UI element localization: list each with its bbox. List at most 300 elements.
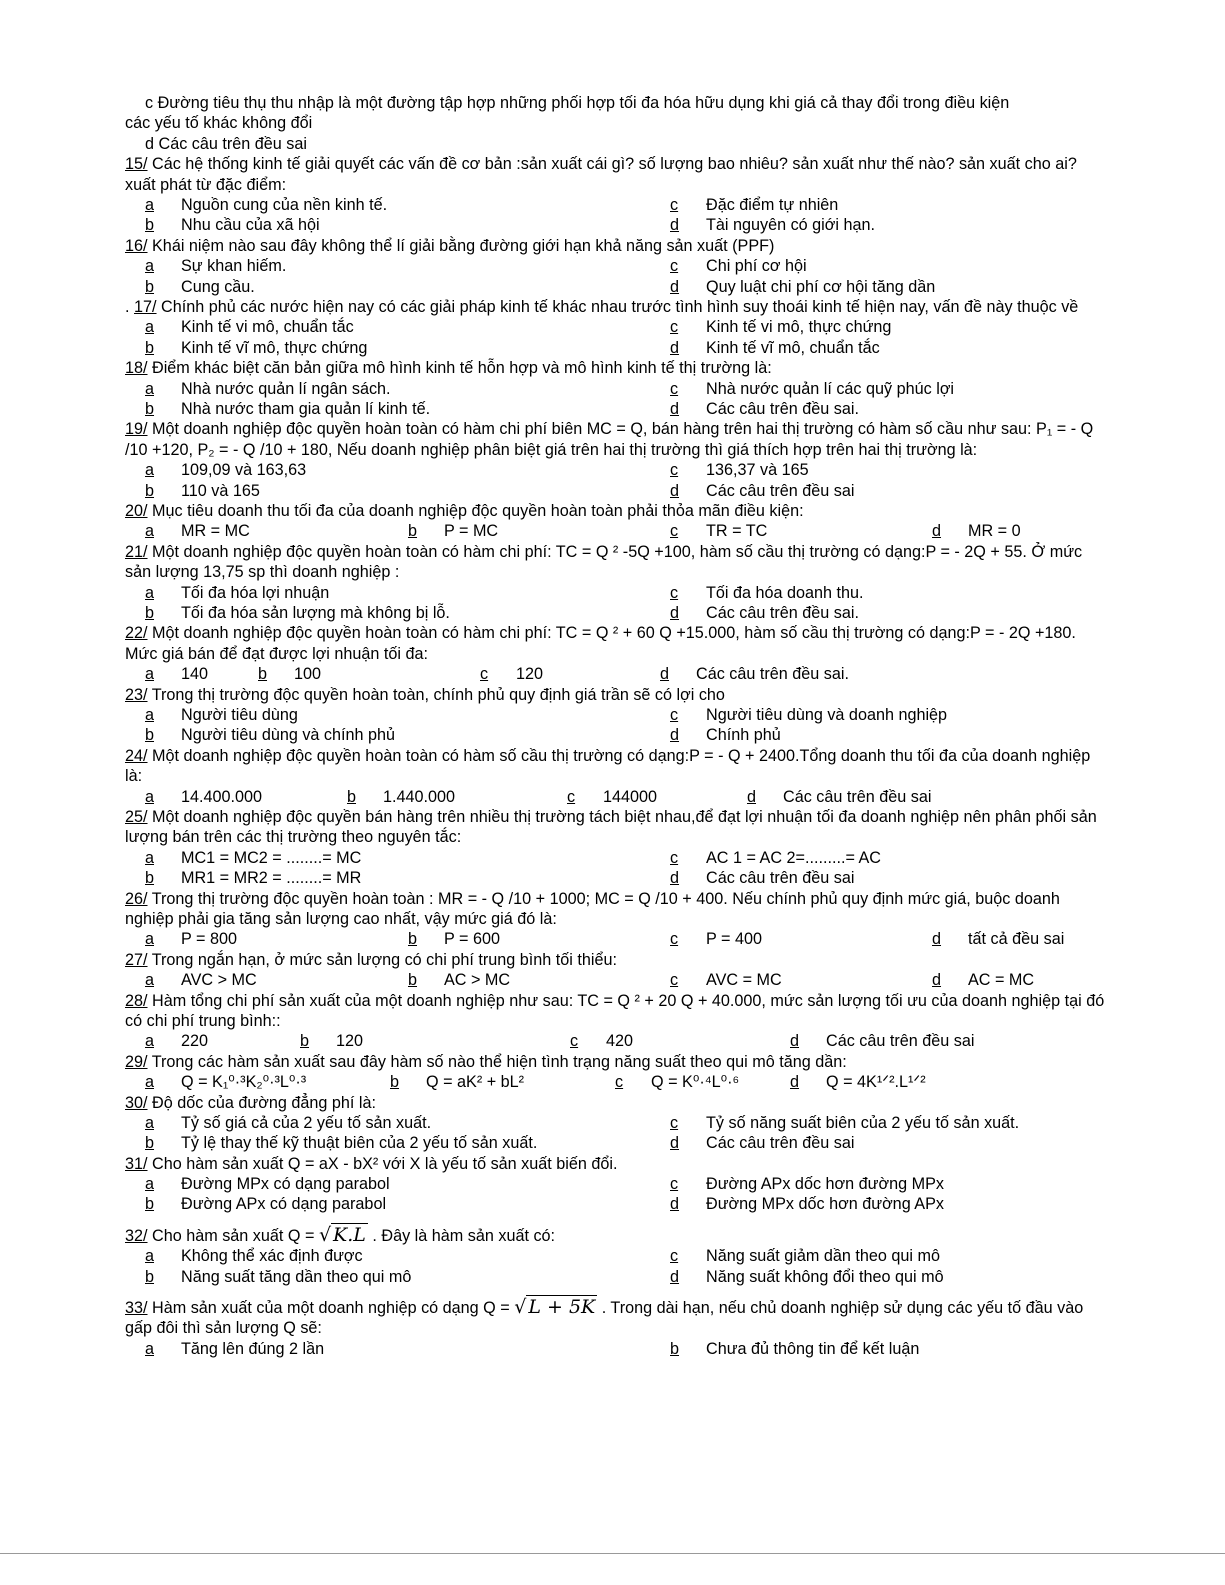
option-c	[670, 460, 809, 480]
question-text: Các hệ thống kinh tế giải quyết các vấn đề cơ bản :sản xuất cái gì? số lượng bao nhiêu? sản xuất như thế nào? sản xuất cho ai? xuất phát từ đặc điểm:	[125, 155, 1077, 194]
option-text: Đặc điểm tự nhiên	[706, 195, 839, 214]
option-text: Quy luật chi phí cơ hội tăng dần	[706, 277, 936, 296]
question-number: 33/	[125, 1299, 148, 1318]
option-letter: c	[670, 930, 679, 949]
option-letter: a	[145, 848, 155, 867]
option-b	[145, 1194, 386, 1214]
option-letter: a	[145, 1113, 155, 1132]
option-text: Sự khan hiếm.	[181, 257, 287, 276]
option-text: tất cả đều sai	[968, 930, 1065, 949]
option-letter: c	[670, 195, 679, 214]
question	[125, 501, 1110, 521]
option-a	[145, 848, 361, 868]
option-letter: a	[145, 665, 155, 684]
option-row	[125, 1072, 1110, 1092]
option-b	[145, 399, 430, 419]
option-b	[347, 787, 455, 807]
option-text: Q = aK² + bL²	[426, 1073, 525, 1092]
question-text: Một doanh nghiệp độc quyền hoàn toàn có hàm chi phí: TC = Q ² -5Q +100, hàm số cầu thị trường có dạng:P = - 2Q + 55. Ở mức sản lượng 13,75 sp thì doanh nghiệp :	[125, 542, 1083, 582]
option-row	[125, 1339, 1110, 1359]
option-c	[670, 1246, 940, 1266]
question	[125, 623, 1110, 664]
option-c	[670, 929, 762, 949]
option-letter: c	[670, 461, 679, 480]
option-row	[125, 1031, 1110, 1051]
option-c	[670, 379, 954, 399]
option-letter: b	[145, 277, 155, 296]
option-d	[670, 603, 859, 623]
option-a	[145, 1174, 390, 1194]
sqrt-expression	[319, 1223, 368, 1246]
option-row	[125, 1113, 1110, 1133]
option-text: Năng suất không đổi theo qui mô	[706, 1267, 944, 1286]
option-letter: a	[145, 1339, 155, 1358]
option-b	[145, 1133, 537, 1153]
option-d	[670, 481, 854, 501]
option-letter: d	[670, 338, 680, 357]
option-text: Q = K⁰·⁴L⁰·⁶	[651, 1073, 740, 1092]
option-text: 136,37 và 165	[706, 461, 809, 480]
option-letter: c	[670, 257, 679, 276]
question	[125, 358, 1110, 378]
option-row	[125, 1246, 1110, 1266]
option-text: Tối đa hóa doanh thu.	[706, 583, 864, 602]
option-d	[670, 277, 935, 297]
question-number: 32/	[125, 1226, 148, 1245]
option-row	[125, 379, 1110, 399]
option-text: 144000	[603, 787, 658, 806]
radicand: L + 5K	[528, 1296, 596, 1319]
option-letter: a	[145, 1073, 155, 1092]
option-letter: b	[347, 787, 357, 806]
question-text: Trong các hàm sản xuất sau đây hàm số nào thể hiện tình trạng năng suất theo qui mô tăng dần:	[147, 1052, 847, 1071]
question	[125, 991, 1110, 1032]
option-letter: b	[390, 1073, 400, 1092]
option-text: Người tiêu dùng và doanh nghiệp	[706, 705, 948, 724]
option-text: Kinh tế vi mô, chuẩn tắc	[181, 318, 354, 337]
question	[125, 1052, 1110, 1072]
question-number: 21/	[125, 542, 148, 561]
option-a	[145, 1072, 306, 1092]
option-d	[932, 521, 1021, 541]
option-text: Tỷ số năng suất biên của 2 yếu tố sản xuất.	[706, 1113, 1020, 1132]
option-letter: a	[145, 461, 155, 480]
option-letter: c	[670, 318, 679, 337]
option-a	[145, 1246, 363, 1266]
question-number: 27/	[125, 950, 148, 969]
option-b	[408, 929, 500, 949]
option-row	[125, 1133, 1110, 1153]
option-letter: c	[670, 971, 679, 990]
option-a	[145, 583, 329, 603]
option-row	[125, 195, 1110, 215]
question-text: . Đây là hàm sản xuất có:	[367, 1226, 556, 1245]
option-text: Người tiêu dùng và chính phủ	[181, 726, 396, 745]
option-letter: c	[570, 1032, 579, 1051]
option-letter: c	[670, 583, 679, 602]
option-letter: d	[790, 1073, 800, 1092]
text-line: các yếu tố khác không đổi	[125, 114, 313, 133]
option-text: Chính phủ	[706, 726, 781, 745]
option-a	[145, 1113, 431, 1133]
option-text: 120	[336, 1032, 364, 1051]
option-text: Tài nguyên có giới hạn.	[706, 216, 875, 235]
option-text: 109,09 và 163,63	[181, 461, 307, 480]
option-letter: c	[480, 665, 489, 684]
option-row	[125, 725, 1110, 745]
option-row	[125, 399, 1110, 419]
question-text: Độ dốc của đường đẳng phí là:	[147, 1093, 376, 1112]
option-text: P = 800	[181, 930, 237, 949]
option-letter: c	[567, 787, 576, 806]
question-text: Hàm sản xuất của một doanh nghiệp có dạng Q =	[147, 1299, 515, 1318]
option-c	[567, 787, 657, 807]
option-row	[125, 460, 1110, 480]
question	[125, 950, 1110, 970]
option-c	[670, 521, 767, 541]
option-row	[125, 583, 1110, 603]
question-number: 20/	[125, 501, 148, 520]
question-text: Trong thị trường độc quyền hoàn toàn, chính phủ quy định giá trần sẽ có lợi cho	[147, 685, 725, 704]
question	[125, 542, 1110, 583]
option-text: Không thể xác định được	[181, 1247, 363, 1266]
option-letter: b	[145, 1134, 155, 1153]
option-text: Chưa đủ thông tin để kết luận	[706, 1339, 920, 1358]
option-d	[670, 868, 854, 888]
option-text: Năng suất giảm dần theo qui mô	[706, 1247, 940, 1266]
option-a	[145, 787, 262, 807]
option-row	[125, 970, 1110, 990]
question-number: 29/	[125, 1052, 148, 1071]
option-d	[932, 970, 1034, 990]
option-text: Kinh tế vĩ mô, chuẩn tắc	[706, 338, 880, 357]
option-c	[570, 1031, 633, 1051]
option-b	[408, 521, 498, 541]
option-letter: a	[145, 195, 155, 214]
option-text: 120	[516, 665, 544, 684]
question-number: 30/	[125, 1093, 148, 1112]
option-d	[670, 1133, 854, 1153]
option-text: Cung cầu.	[181, 277, 255, 296]
option-row	[125, 215, 1110, 235]
option-text: MR1 = MR2 = ........= MR	[181, 869, 362, 888]
question-number: 24/	[125, 746, 148, 765]
option-text: Tỷ lệ thay thế kỹ thuật biên của 2 yếu tố sản xuất.	[181, 1134, 538, 1153]
option-text: Người tiêu dùng	[181, 705, 298, 724]
option-letter: d	[670, 869, 680, 888]
option-row	[125, 705, 1110, 725]
question-number: 22/	[125, 624, 148, 643]
question-text: Một doanh nghiệp độc quyền bán hàng trên nhiều thị trường tách biệt nhau,để đạt lợi nhuận tối đa doanh nghiệp nên phân phối sản lượng bán trên các thị trường theo nguyên tắc:	[125, 807, 1097, 847]
option-letter: d	[932, 930, 942, 949]
option-b	[145, 481, 260, 501]
option-text: 1.440.000	[383, 787, 456, 806]
question	[125, 297, 1110, 317]
option-text: Nhà nước quản lí các quỹ phúc lợi	[706, 379, 955, 398]
option-d	[670, 215, 875, 235]
option-letter: c	[670, 1175, 679, 1194]
option-text: Các câu trên đều sai.	[706, 603, 859, 622]
option-text: MR = MC	[181, 522, 250, 541]
option-text: Các câu trên đều sai	[706, 869, 855, 888]
question	[125, 685, 1110, 705]
question-number: 25/	[125, 807, 148, 826]
option-c	[670, 256, 807, 276]
option-text: Đường APx dốc hơn đường MPx	[706, 1175, 944, 1194]
option-b	[670, 1339, 919, 1359]
option-text: Đường MPx dốc hơn đường APx	[706, 1195, 944, 1214]
question	[125, 889, 1110, 930]
question-text: Một doanh nghiệp độc quyền hoàn toàn có hàm chi phí: TC = Q ² + 60 Q +15.000, hàm số cầu thị trường có dạng:P = - 2Q +180. Mức giá bán để đạt được lợi nhuận tối đa:	[125, 624, 1076, 663]
question-text: Mục tiêu doanh thu tối đa của doanh nghiệp độc quyền hoàn toàn phải thỏa mãn điều kiện:	[147, 501, 804, 520]
option-text: Các câu trên đều sai	[706, 481, 855, 500]
option-letter: d	[670, 1267, 680, 1286]
question	[125, 1154, 1110, 1174]
option-letter: a	[145, 583, 155, 602]
option-letter: a	[145, 1032, 155, 1051]
option-letter: c	[670, 1247, 679, 1266]
option-text: AC = MC	[968, 971, 1035, 990]
option-letter: d	[670, 1134, 680, 1153]
text-line: c Đường tiêu thụ thu nhập là một đường tập hợp những phối hợp tối đa hóa hữu dụng khi giá cả thay đổi trong điều kiện	[145, 94, 1010, 112]
question-prefix: .	[125, 297, 134, 316]
option-letter: b	[145, 1195, 155, 1214]
question	[125, 1225, 1110, 1246]
option-text: AC > MC	[444, 971, 511, 990]
question	[125, 236, 1110, 256]
option-letter: a	[145, 318, 155, 337]
question-number: 15/	[125, 155, 148, 174]
question-text: Hàm tổng chi phí sản xuất của một doanh nghiệp như sau: TC = Q ² + 20 Q + 40.000, mức sản lượng tối ưu của doanh nghiệp tại đó có chi phí trung bình::	[125, 991, 1105, 1030]
option-text: Tối đa hóa sản lượng mà không bị lỗ.	[181, 603, 450, 622]
question	[125, 154, 1110, 195]
option-text: P = MC	[444, 522, 499, 541]
option-letter: b	[408, 930, 418, 949]
option-letter: b	[258, 665, 268, 684]
option-text: Tỷ số giá cả của 2 yếu tố sản xuất.	[181, 1113, 432, 1132]
question	[125, 1297, 1110, 1339]
option-a	[145, 1031, 208, 1051]
question-number: 17/	[134, 297, 157, 316]
option-text: Kinh tế vĩ mô, thực chứng	[181, 338, 368, 357]
option-letter: a	[145, 930, 155, 949]
option-b	[300, 1031, 363, 1051]
question-text: Trong ngắn hạn, ở mức sản lượng có chi phí trung bình tối thiểu:	[147, 950, 617, 969]
option-row	[125, 256, 1110, 276]
option-a	[145, 379, 391, 399]
option-text: P = 600	[444, 930, 500, 949]
option-c	[670, 317, 891, 337]
option-d	[670, 399, 859, 419]
option-row	[125, 317, 1110, 337]
option-row	[125, 277, 1110, 297]
question-text: Trong thị trường độc quyền hoàn toàn : MR = - Q /10 + 1000; MC = Q /10 + 400. Nếu chính phủ quy định mức giá, buộc doanh nghiệp phải gia tăng sản lượng cao nhất, vậy mức giá đó là:	[125, 889, 1060, 928]
option-row	[125, 1174, 1110, 1194]
option-b	[145, 338, 367, 358]
option-b	[145, 215, 320, 235]
option-text: MR = 0	[968, 522, 1021, 541]
option-text: Các câu trên đều sai.	[696, 665, 849, 684]
option-text: Nhà nước quản lí ngân sách.	[181, 379, 391, 398]
option-c	[670, 970, 782, 990]
option-c	[670, 1174, 944, 1194]
option-b	[145, 603, 450, 623]
option-letter: d	[670, 1195, 680, 1214]
question-number: 23/	[125, 685, 148, 704]
option-letter: d	[670, 603, 680, 622]
question-text: Cho hàm sản xuất Q =	[147, 1226, 319, 1245]
option-text: TR = TC	[706, 522, 768, 541]
option-row	[125, 664, 1110, 684]
option-a	[145, 929, 237, 949]
option-text: Các câu trên đều sai	[826, 1032, 975, 1051]
question-text: Chính phủ các nước hiện nay có các giải pháp kinh tế khác nhau trước tình hình suy thoái kinh tế hiện nay, vấn đề này thuộc về	[156, 297, 1079, 316]
question	[125, 807, 1110, 848]
option-b	[145, 868, 361, 888]
footer-divider	[0, 1553, 1225, 1554]
option-a	[145, 705, 298, 725]
option-row	[125, 848, 1110, 868]
option-text: Kinh tế vi mô, thực chứng	[706, 318, 892, 337]
option-letter: b	[145, 338, 155, 357]
option-c	[670, 848, 881, 868]
option-row	[125, 1267, 1110, 1287]
option-letter: c	[670, 379, 679, 398]
question-text: . Trong dài hạn, nếu chủ doanh nghiệp sử dụng các yếu tố đầu vào gấp đôi thì sản lượng Q sẽ:	[125, 1299, 1084, 1338]
option-letter: a	[145, 705, 155, 724]
option-row	[125, 521, 1110, 541]
option-b	[145, 277, 255, 297]
option-text: AVC = MC	[706, 971, 782, 990]
option-text: P = 400	[706, 930, 762, 949]
option-a	[145, 1339, 324, 1359]
option-letter: b	[145, 399, 155, 418]
option-letter: d	[670, 216, 680, 235]
text-line: d Các câu trên đều sai	[145, 134, 307, 153]
option-letter: a	[145, 522, 155, 541]
option-c	[480, 664, 543, 684]
question	[125, 746, 1110, 787]
option-letter: b	[145, 216, 155, 235]
option-row	[125, 481, 1110, 501]
option-letter: b	[145, 1267, 155, 1286]
sqrt-expression	[514, 1295, 597, 1318]
option-a	[145, 256, 286, 276]
option-a	[145, 195, 387, 215]
option-letter: d	[670, 399, 680, 418]
option-a	[145, 970, 257, 990]
option-b	[408, 970, 510, 990]
option-c	[670, 1113, 1019, 1133]
option-letter: b	[145, 603, 155, 622]
option-text: AC 1 = AC 2=.........= AC	[706, 848, 882, 867]
option-a	[145, 521, 250, 541]
option-text: Nguồn cung của nền kinh tế.	[181, 195, 388, 214]
option-d	[790, 1072, 926, 1092]
option-letter: c	[615, 1073, 624, 1092]
option-letter: d	[670, 277, 680, 296]
option-letter: a	[145, 971, 155, 990]
question	[125, 1093, 1110, 1113]
option-letter: b	[300, 1032, 310, 1051]
option-text: 220	[181, 1032, 209, 1051]
option-c	[670, 195, 838, 215]
option-letter: d	[932, 522, 942, 541]
option-row	[125, 338, 1110, 358]
question-text: Khái niệm nào sau đây không thể lí giải bằng đường giới hạn khả năng sản xuất (PPF)	[147, 236, 775, 255]
option-row	[125, 929, 1110, 949]
option-letter: d	[660, 665, 670, 684]
option-text: MC1 = MC2 = ........= MC	[181, 848, 362, 867]
option-b	[145, 725, 395, 745]
option-letter: d	[932, 971, 942, 990]
question-number: 18/	[125, 359, 148, 378]
option-text: Nhu cầu của xã hội	[181, 216, 320, 235]
question-number: 16/	[125, 236, 148, 255]
option-letter: c	[670, 522, 679, 541]
option-d	[660, 664, 849, 684]
option-text: Tối đa hóa lợi nhuận	[181, 583, 330, 602]
question	[125, 419, 1110, 460]
option-text: Q = 4K¹ᐟ².L¹ᐟ²	[826, 1073, 926, 1092]
option-letter: b	[145, 481, 155, 500]
option-d	[747, 787, 931, 807]
option-letter: b	[408, 971, 418, 990]
option-text: Các câu trên đều sai	[783, 787, 932, 806]
option-c	[615, 1072, 739, 1092]
option-d	[932, 929, 1064, 949]
option-text: Nhà nước tham gia quản lí kinh tế.	[181, 399, 431, 418]
question-text: Điểm khác biệt căn bản giữa mô hình kinh tế hỗn hợp và mô hình kinh tế thị trường là:	[147, 359, 772, 378]
option-letter: a	[145, 379, 155, 398]
option-text: 420	[606, 1032, 634, 1051]
option-b	[258, 664, 321, 684]
exam-questions	[125, 93, 1110, 1359]
option-a	[145, 664, 208, 684]
option-text: Đường MPx có dạng parabol	[181, 1175, 390, 1194]
question-text: Một doanh nghiệp độc quyền hoàn toàn có hàm chi phí biên MC = Q, bán hàng trên hai thị trường có hàm số cầu như sau: P₁ = - Q /10 +120, P₂ = - Q /10 + 180, Nếu doanh nghiệp phân biệt giá trên hai thị trường thì giá thích hợp trên hai thị trường là:	[125, 420, 1094, 459]
option-text: Các câu trên đều sai.	[706, 399, 859, 418]
option-text: Q = K₁⁰·³K₂⁰·³L⁰·³	[181, 1073, 307, 1092]
option-letter: d	[790, 1032, 800, 1051]
option-letter: a	[145, 1247, 155, 1266]
question-number: 26/	[125, 889, 148, 908]
option-text: Các câu trên đều sai	[706, 1134, 855, 1153]
question-text: Một doanh nghiệp độc quyền hoàn toàn có hàm số cầu thị trường có dạng:P = - Q + 2400.Tổng doanh thu tối đa của doanh nghiệp là:	[125, 746, 1091, 786]
option-d	[670, 1194, 944, 1214]
radical-sign: √	[318, 1223, 332, 1246]
option-letter: b	[408, 522, 418, 541]
option-d	[670, 1267, 944, 1287]
option-c	[670, 705, 947, 725]
option-letter: d	[670, 481, 680, 500]
option-text: Chi phí cơ hội	[706, 257, 807, 276]
option-letter: d	[747, 787, 757, 806]
question-number: 19/	[125, 420, 148, 439]
option-text: 140	[181, 665, 209, 684]
option-letter: c	[670, 1113, 679, 1132]
question-number: 31/	[125, 1154, 148, 1173]
option-letter: a	[145, 787, 155, 806]
radicand: K.L	[333, 1223, 366, 1246]
option-row	[125, 603, 1110, 623]
option-text: 110 và 165	[181, 481, 260, 500]
option-text: Năng suất tăng dần theo qui mô	[181, 1267, 412, 1286]
option-letter: a	[145, 1175, 155, 1194]
option-letter: c	[670, 848, 679, 867]
option-d	[790, 1031, 974, 1051]
option-letter: b	[145, 869, 155, 888]
